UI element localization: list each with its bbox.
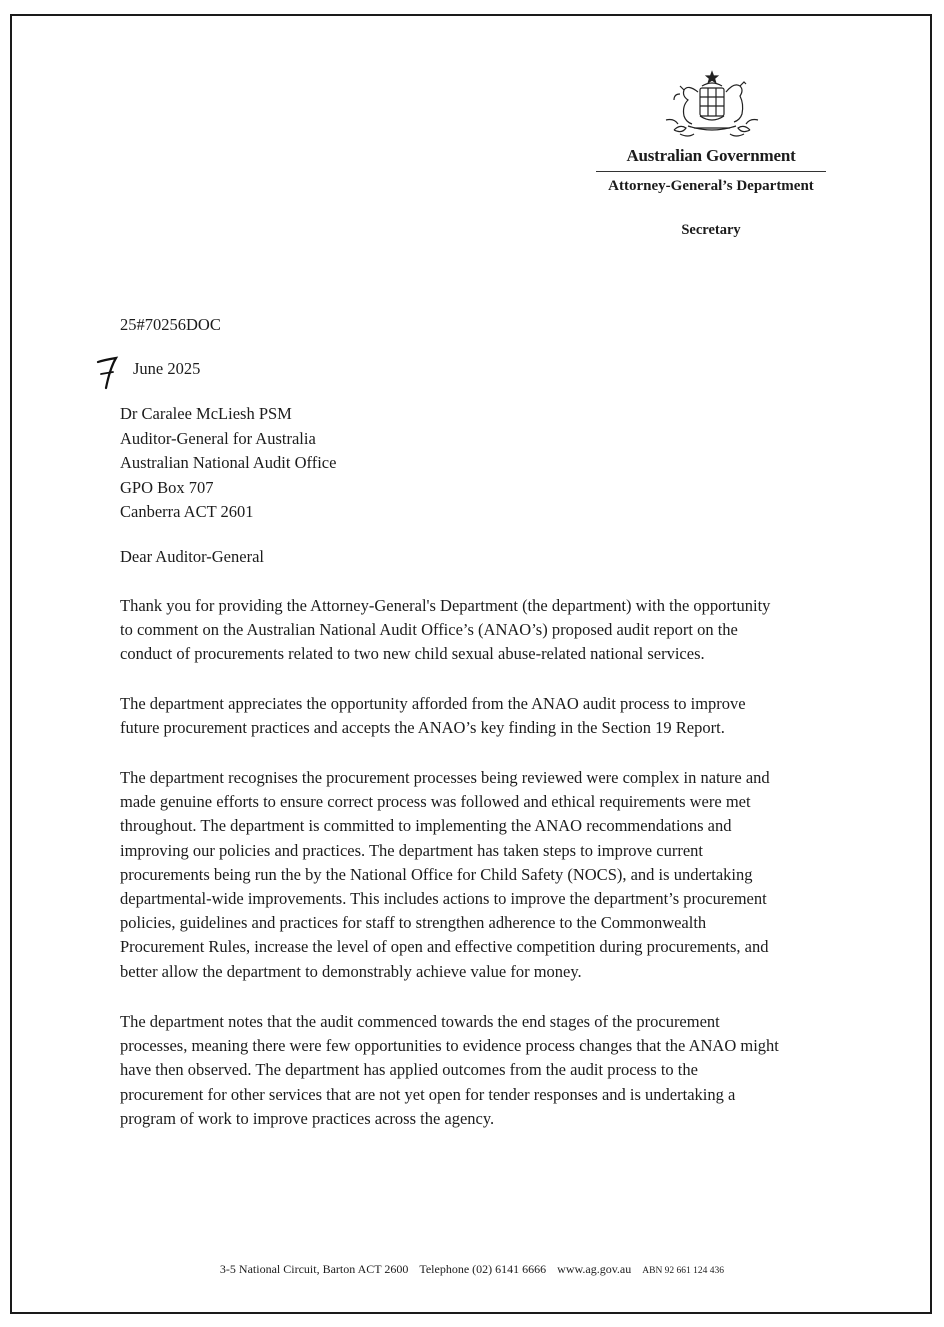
body-paragraph-3 — [120, 766, 860, 984]
footer-abn: ABN 92 661 124 436 — [642, 1266, 725, 1276]
reference-number: 25#70256DOC — [120, 315, 221, 334]
government-name: Australian Government — [626, 146, 796, 165]
paragraph-line: Thank you for providing the Attorney-General's Department (the department) with the opportunity — [120, 596, 771, 615]
paragraph-line: processes, meaning there were few opportunities to evidence process changes that the ANAO might — [120, 1036, 779, 1056]
footer-telephone: Telephone (02) 6141 6666 — [419, 1262, 547, 1276]
sender-role: Secretary — [681, 222, 741, 238]
paragraph-line: procurements being run the by the National Office for Child Safety (NOCS), and is undertaking — [120, 864, 753, 884]
address-line: Canberra ACT 2601 — [120, 502, 254, 521]
paragraph-line: future procurement practices and accepts the ANAO’s key finding in the Section 19 Report. — [120, 718, 725, 738]
paragraph-line: made genuine efforts to ensure correct process was followed and ethical requirements were met — [120, 792, 751, 812]
paragraph-line: have then observed. The department has applied outcomes from the audit process to the — [120, 1060, 698, 1080]
address-line: GPO Box 707 — [120, 477, 214, 497]
address-line: Auditor-General for Australia — [120, 428, 316, 448]
paragraph-line: throughout. The department is committed to implementing the ANAO recommendations and — [120, 816, 732, 836]
letter-footer — [0, 1262, 944, 1277]
paragraph-line: improving our policies and practices. The department has taken steps to improve current — [120, 840, 703, 860]
salutation: Dear Auditor-General — [120, 547, 264, 566]
paragraph-line: The department notes that the audit commenced towards the end stages of the procurement — [120, 1012, 720, 1031]
footer-website: www.ag.gov.au — [557, 1262, 632, 1276]
body-paragraph-1 — [120, 594, 860, 667]
letterhead-divider — [596, 171, 826, 172]
paragraph-line: The department appreciates the opportunity afforded from the ANAO audit process to improve — [120, 694, 746, 713]
footer-address: 3-5 National Circuit, Barton ACT 2600 — [219, 1262, 409, 1276]
paragraph-line: to comment on the Australian National Audit Office’s (ANAO’s) proposed audit report on the — [120, 620, 738, 640]
body-paragraph-4 — [120, 1010, 860, 1131]
paragraph-line: Procurement Rules, increase the level of open and effective competition during procurements, and — [120, 937, 769, 957]
handwritten-day — [92, 352, 122, 392]
address-line: Australian National Audit Office — [120, 453, 337, 472]
recipient-address — [120, 402, 336, 525]
letter-date: June 2025 — [133, 359, 201, 378]
paragraph-line: policies, guidelines and practices for staff to strengthen adherence to the Commonwealth — [120, 913, 707, 933]
paragraph-line: better allow the department to demonstrably achieve value for money. — [120, 961, 582, 981]
paragraph-line: procurement for other services that are not yet open for tender responses and is undertaking a — [120, 1084, 736, 1104]
paragraph-line: program of work to improve practices across the agency. — [120, 1108, 495, 1128]
address-line: Dr Caralee McLiesh PSM — [120, 404, 292, 423]
coat-of-arms-icon — [660, 70, 764, 140]
paragraph-line: conduct of procurements related to two new child sexual abuse-related national services. — [120, 644, 705, 664]
paragraph-line: departmental-wide improvements. This includes actions to improve the department’s procurement — [120, 889, 767, 909]
paragraph-line: The department recognises the procurement processes being reviewed were complex in nature and — [120, 768, 770, 787]
department-name: Attorney-General’s Department — [608, 178, 814, 194]
body-paragraph-2 — [120, 692, 860, 740]
